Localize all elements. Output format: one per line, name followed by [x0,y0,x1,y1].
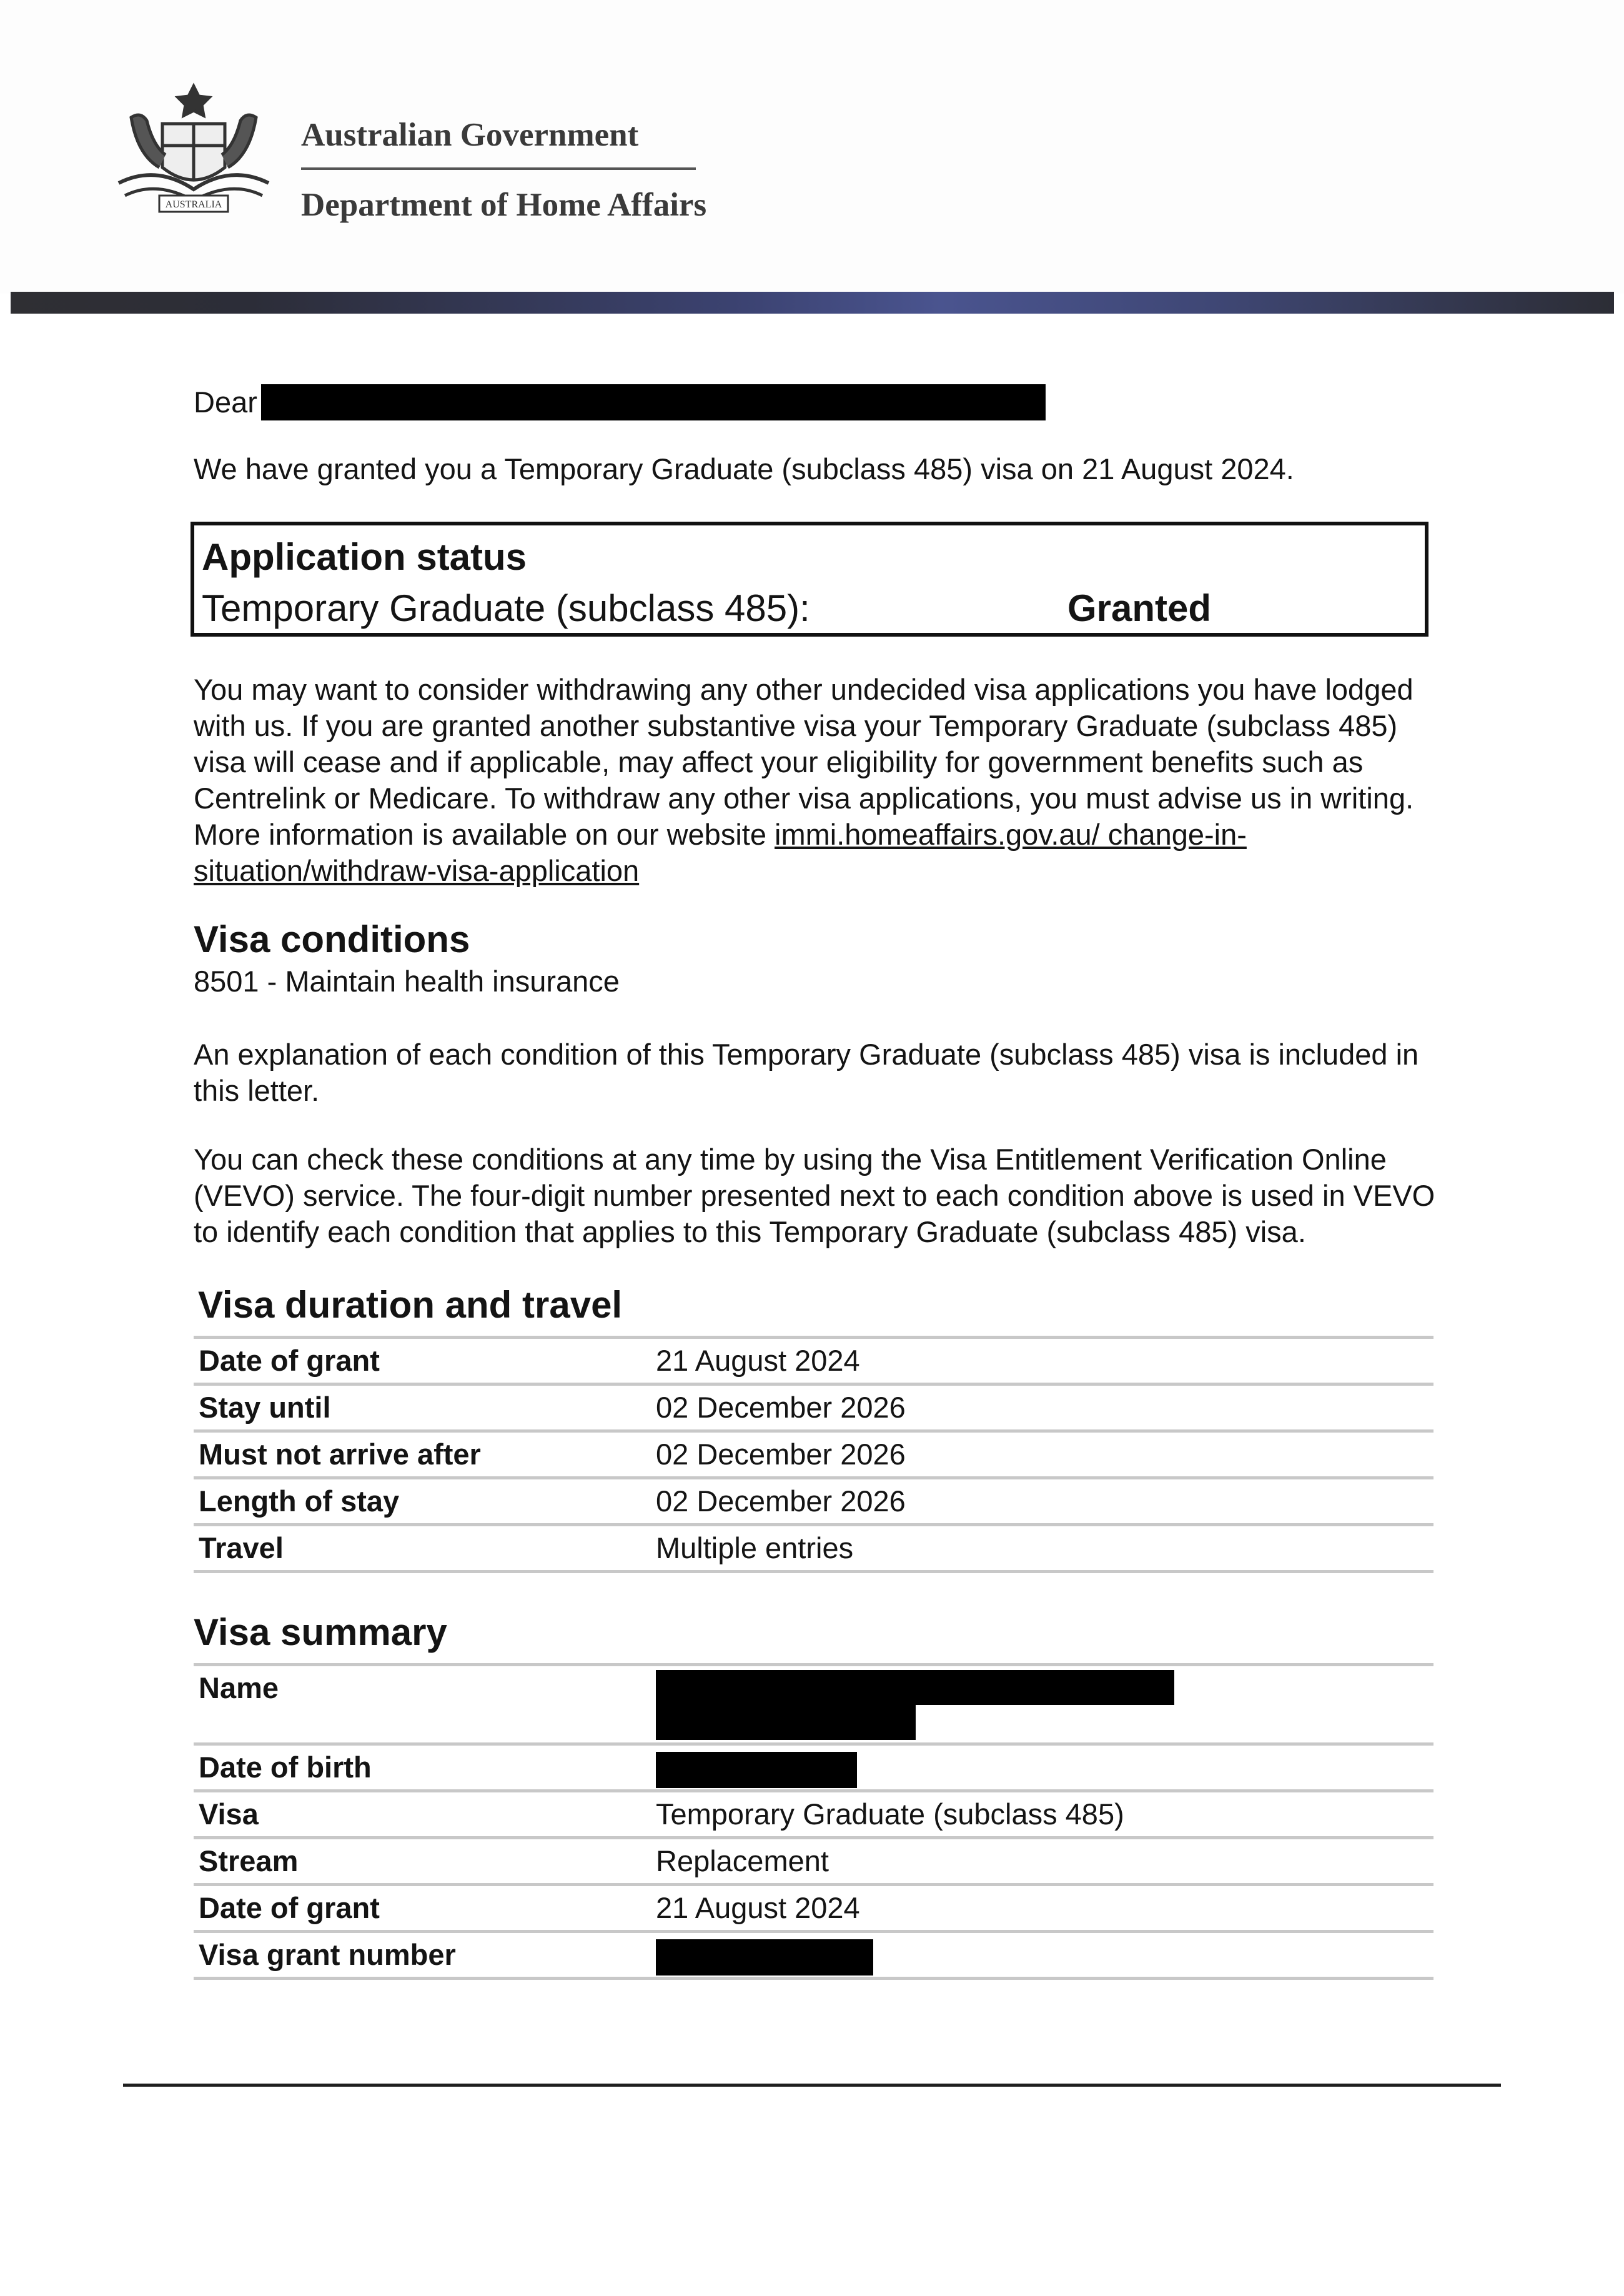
table-row [194,1932,1433,1979]
withdraw-text: You may want to consider withdrawing any other undecided visa applications you have lodged with us. If you are granted another substantive visa your Temporary Graduate (subclass 485) visa will cease and if applicable, may affect your eligibility for government benefits such as Centrelink or Medicare. To withdraw any other visa applications, you must advise us in writing. More information is available on our website [194,673,1414,851]
duration-value: Multiple entries [651,1525,1433,1572]
summary-label: Stream [194,1838,651,1885]
summary-label: Date of grant [194,1885,651,1932]
duration-label: Length of stay [194,1478,651,1525]
header-band [11,292,1614,314]
agency-name [301,111,706,229]
table-row [194,1665,1433,1744]
salutation-line [194,384,1046,420]
summary-label: Date of birth [194,1744,651,1791]
table-row [194,1431,1433,1478]
table-row [194,1478,1433,1525]
government-name: Australian Government [301,117,639,153]
redacted-grant-number [656,1939,873,1975]
redacted-name-line-1 [656,1670,1174,1705]
table-row [194,1525,1433,1572]
summary-value: Replacement [651,1838,1433,1885]
duration-label: Must not arrive after [194,1431,651,1478]
duration-label: Travel [194,1525,651,1572]
redacted-date-of-birth [656,1752,857,1788]
duration-label: Stay until [194,1384,651,1431]
salutation: Dear [194,385,257,419]
summary-value-redacted [651,1665,1433,1744]
status-row [202,583,1425,634]
footer-divider [123,2084,1501,2087]
department-name: Department of Home Affairs [301,187,707,223]
duration-value: 02 December 2026 [651,1431,1433,1478]
summary-label: Name [194,1665,651,1744]
grant-sentence: We have granted you a Temporary Graduate (subclass 485) visa on 21 August 2024. [194,452,1294,485]
status-heading: Application status [202,536,527,578]
table-row [194,1384,1433,1431]
summary-value-redacted [651,1744,1433,1791]
summary-table [194,1663,1433,1980]
duration-label: Date of grant [194,1338,651,1384]
redacted-recipient-name [261,384,1046,420]
duration-value: 02 December 2026 [651,1384,1433,1431]
table-row [194,1838,1433,1885]
summary-value: 21 August 2024 [651,1885,1433,1932]
status-badge: Granted [1067,587,1212,629]
summary-value: Temporary Graduate (subclass 485) [651,1791,1433,1838]
table-row [194,1338,1433,1384]
duration-value: 02 December 2026 [651,1478,1433,1525]
application-status-box [191,522,1428,637]
coat-of-arms-icon [100,74,287,224]
visa-summary-heading: Visa summary [194,1611,447,1653]
summary-label: Visa grant number [194,1932,651,1979]
withdraw-link[interactable]: immi.homeaffairs.gov.au/ change-in-situation/withdraw-visa-application [194,818,1247,887]
duration-value: 21 August 2024 [651,1338,1433,1384]
withdraw-paragraph [194,672,1443,889]
condition-item: 8501 - Maintain health insurance [194,965,620,998]
vevo-paragraph: You can check these conditions at any time by using the Visa Entitlement Verification Online (VEVO) service. The four-digit number presented next to each condition above is used in VEVO to identify each condition that applies to this Temporary Graduate (subclass 485) visa. [194,1143,1435,1248]
agency-divider [301,167,696,170]
table-row [194,1885,1433,1932]
summary-value-redacted [651,1932,1433,1979]
letterhead [0,0,1624,294]
table-row [194,1791,1433,1838]
duration-table [194,1336,1433,1573]
table-row [194,1744,1433,1791]
visa-conditions-heading: Visa conditions [194,918,470,960]
crest-label: AUSTRALIA [165,199,222,210]
status-visa-label: Temporary Graduate (subclass 485): [202,587,810,629]
conditions-explanation: An explanation of each condition of this Temporary Graduate (subclass 485) visa is included in this letter. [194,1038,1419,1107]
redacted-name-line-2 [656,1705,916,1740]
summary-label: Visa [194,1791,651,1838]
visa-duration-heading: Visa duration and travel [198,1284,623,1326]
